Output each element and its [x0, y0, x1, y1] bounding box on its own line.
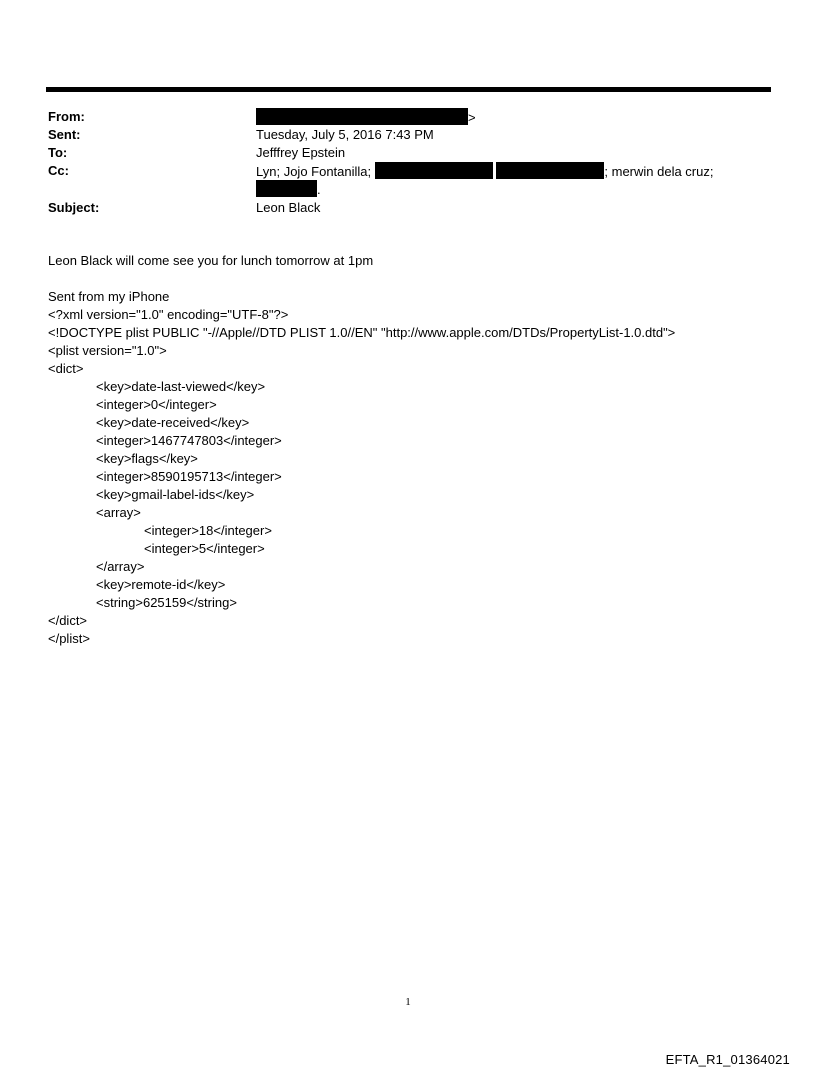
plist-line: <key>flags</key> [96, 451, 198, 466]
redaction-block [256, 108, 468, 125]
plist-line: </plist> [48, 631, 90, 646]
from-suffix: > [468, 110, 476, 125]
subject-label: Subject: [48, 200, 100, 215]
redaction-block [496, 162, 604, 179]
plist-line: <integer>0</integer> [96, 397, 217, 412]
plist-line: </array> [96, 559, 145, 574]
redaction-block [256, 180, 317, 197]
message-signature: Sent from my iPhone [48, 289, 170, 304]
sent-label: Sent: [48, 127, 81, 142]
plist-line: <string>625159</string> [96, 595, 237, 610]
plist-line: <key>remote-id</key> [96, 577, 226, 592]
plist-line: <integer>18</integer> [144, 523, 272, 538]
cc-label: Cc: [48, 163, 69, 178]
to-label: To: [48, 145, 68, 160]
header-rule [46, 87, 771, 92]
cc-value-continued [256, 180, 321, 199]
page-number: 1 [405, 996, 411, 1008]
plist-line: <array> [96, 505, 141, 520]
plist-line: <dict> [48, 361, 84, 376]
plist-line: <integer>8590195713</integer> [96, 469, 282, 484]
cc-recipients-1: Lyn; Jojo Fontanilla; [256, 164, 372, 179]
redaction-block [375, 162, 493, 179]
cc-recipients-3: . [317, 182, 321, 197]
plist-line: <?xml version="1.0" encoding="UTF-8"?> [48, 307, 289, 322]
plist-line: <integer>1467747803</integer> [96, 433, 282, 448]
plist-line: <plist version="1.0"> [48, 343, 167, 358]
plist-line: <!DOCTYPE plist PUBLIC "-//Apple//DTD PLIST 1.0//EN" "http://www.apple.com/DTDs/PropertyList-1.0.dtd"> [48, 325, 676, 340]
from-value [256, 108, 476, 127]
plist-line: <key>gmail-label-ids</key> [96, 487, 255, 502]
plist-line: <key>date-received</key> [96, 415, 250, 430]
to-value: Jefffrey Epstein [256, 145, 346, 160]
message-body: Leon Black will come see you for lunch tomorrow at 1pm [48, 253, 374, 268]
plist-line: <integer>5</integer> [144, 541, 265, 556]
plist-line: </dict> [48, 613, 88, 628]
cc-recipients-2: ; merwin dela cruz; [604, 164, 714, 179]
cc-value [256, 162, 713, 181]
sent-value: Tuesday, July 5, 2016 7:43 PM [256, 127, 434, 142]
from-label: From: [48, 109, 85, 124]
plist-line: <key>date-last-viewed</key> [96, 379, 266, 394]
subject-value: Leon Black [256, 200, 321, 215]
document-id: EFTA_R1_01364021 [665, 1052, 790, 1067]
